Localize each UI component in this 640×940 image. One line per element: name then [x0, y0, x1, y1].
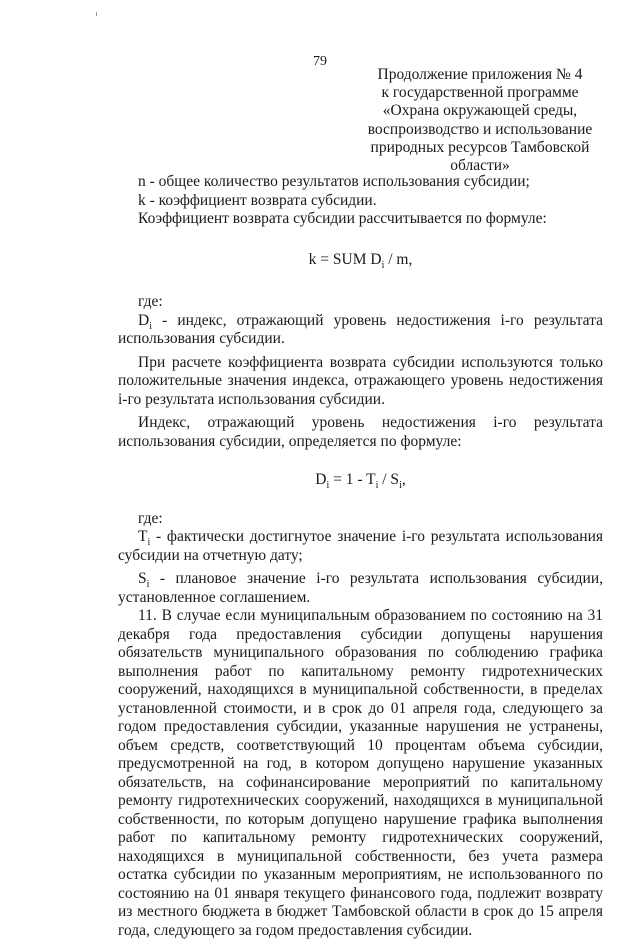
positive-values-note: При расчете коэффициента возврата субсидии используются только положительные значения индекса, отражающего уровень недостижения i-го результата использования субсидии.: [118, 353, 603, 408]
d-symbol-sub: i: [149, 320, 152, 332]
s-symbol-sub: i: [146, 579, 150, 591]
appendix-line: природных ресурсов Тамбовской: [370, 138, 590, 156]
appendix-line: области»: [450, 157, 510, 175]
where-label: где:: [138, 509, 163, 527]
s-symbol: S: [138, 570, 147, 587]
t-symbol: T: [138, 528, 148, 545]
appendix-line: Продолжение приложения № 4: [377, 66, 583, 83]
scan-mark: [96, 12, 97, 16]
formula-d-part: / S: [378, 471, 400, 488]
formula-d: [118, 471, 603, 490]
formula-k: [118, 251, 603, 270]
k-formula-intro: Коэффициент возврата субсидии рассчитывается по формуле:: [138, 210, 547, 227]
d-definition: [118, 312, 603, 349]
s-definition: [118, 570, 603, 607]
formula-k-sub: i: [381, 259, 385, 271]
appendix-line: «Охрана окружающей среды,: [382, 102, 578, 120]
t-symbol-sub: i: [147, 537, 151, 549]
appendix-header: [360, 66, 600, 175]
n-definition: n - общее количество результатов использования субсидии;: [138, 173, 530, 190]
appendix-line: к государственной программе: [381, 84, 579, 102]
k-definition: k - коэффициент возврата субсидии.: [138, 191, 377, 209]
d-text: - индекс, отражающий уровень недостижения i-го результата использования субсидии.: [118, 311, 603, 347]
where-label: где:: [138, 293, 163, 310]
formula-d-sub: i: [375, 480, 379, 492]
formula-k-right: / m,: [384, 250, 413, 268]
formula-d-sub: i: [399, 480, 402, 492]
index-formula-intro: Индекс, отражающий уровень недостижения i-го результата использования субсидии, определяется по формуле:: [118, 414, 603, 450]
formula-d-part: ,: [401, 471, 406, 488]
clause-11: 11. В случае если муниципальным образованием по состоянию на 31 декабря года предоставления субсидии допущены нарушения обязательств муниципального образования по соблюдению графика выполнения работ по капитальному ремонту гидротехнических сооружений, находящихся в муниципальной собственности, в пределах установленной стоимости, и в срок до 01 апреля года, следующего за годом предоставления субсидии, указанные нарушения не устранены, объем средств, соответствующий 10 процентам объема субсидии, предусмотренной на год, в котором допущено нарушение указанных обязательств, на софинансирование мероприятий по капитальному ремонту гидротехнических сооружений, находящихся в муниципальной собственности, по которым допущено нарушение графика выполнения работ по капитальному ремонту гидротехнических сооружений, находящихся в муниципальной собственности, без учета размера остатка субсидии по указанным мероприятиям, не использованного по состоянию на 01 января текущего финансового года, подлежит возврату из местного бюджета в бюджет Тамбовской области в срок до 15 апреля года, следующего за годом предоставления субсидии.: [118, 607, 603, 939]
t-definition: [118, 528, 603, 565]
formula-k-left: k = SUM D: [308, 250, 382, 268]
appendix-line: воспроизводство и использование: [367, 120, 593, 138]
formula-d-part: D: [315, 471, 327, 488]
t-text: - фактически достигнутое значение i-го результата использования субсидии на отчетную дату;: [118, 528, 603, 564]
formula-d-sub: i: [326, 480, 330, 492]
formula-d-part: = 1 - T: [329, 471, 376, 488]
page-number: 79: [313, 54, 327, 69]
d-symbol: D: [138, 311, 150, 329]
document-body: [118, 173, 603, 940]
s-text: - плановое значение i-го результата использования субсидии, установленное соглашением.: [118, 570, 603, 606]
